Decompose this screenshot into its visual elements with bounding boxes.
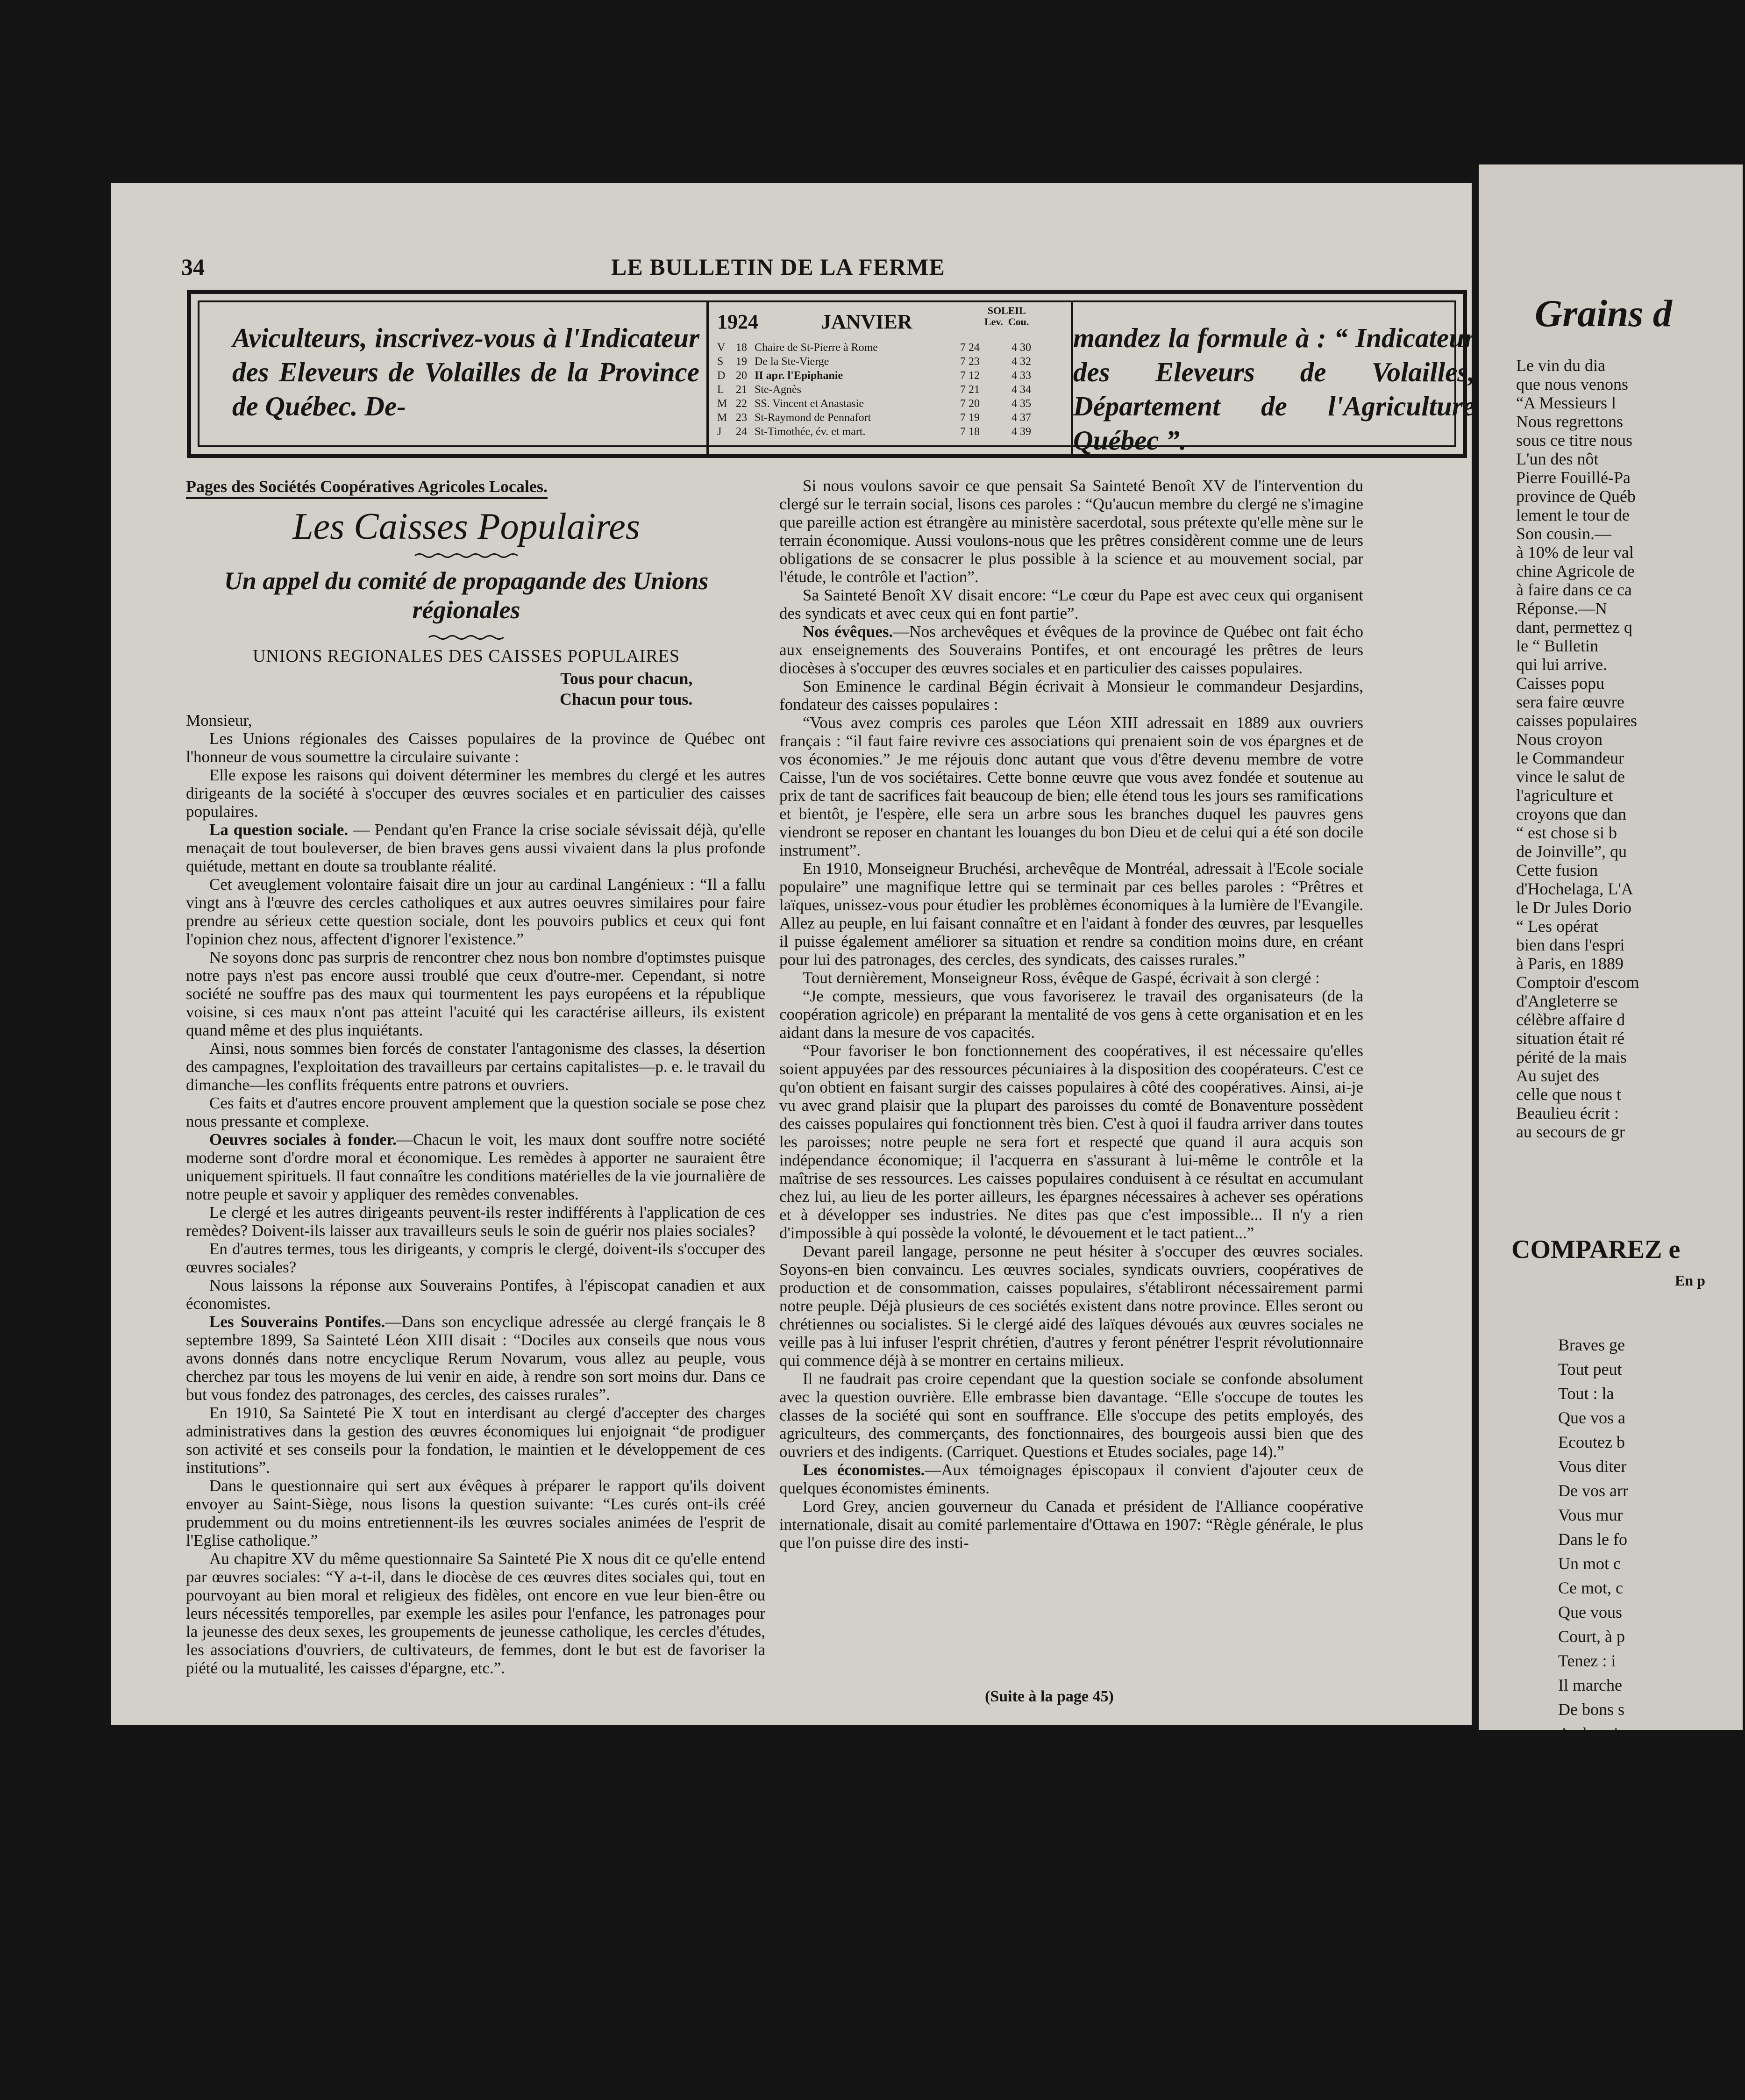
text-line: Son cousin.— bbox=[1516, 524, 1612, 543]
poem-line: Il monte bbox=[1558, 1894, 1615, 1913]
paragraph: En d'autres termes, tous les dirigeants, y compris le clergé, doivent-ils s'occuper des œuvres sociales? bbox=[186, 1240, 765, 1276]
paragraph: Les Unions régionales des Caisses populaires de la province de Québec ont l'honneur de vous soumettre la circulaire suivante : bbox=[186, 729, 765, 766]
row-sunset: 4 34 bbox=[1011, 384, 1031, 396]
calendar-row bbox=[717, 425, 1063, 439]
poem-line: Entre, arr bbox=[1558, 1919, 1622, 1937]
row-day: M bbox=[717, 398, 727, 410]
sun-times-header bbox=[984, 305, 1029, 328]
paragraph: Ainsi, nous sommes bien forcés de constater l'antagonisme des classes, la désertion des campagnes, l'exploitation des travailleurs par certains capitalistes—p. e. le travail du dimanche—les conflits fréquents entre patrons et ouvriers. bbox=[186, 1039, 765, 1094]
row-date: 22 bbox=[736, 398, 747, 410]
row-day: L bbox=[717, 384, 724, 396]
title-flourish bbox=[415, 552, 518, 559]
newspaper-page bbox=[111, 183, 1475, 1725]
section-head: Oeuvres sociales à fonder. bbox=[209, 1130, 397, 1149]
poem-line: Tout peut bbox=[1558, 1360, 1622, 1379]
row-date: 18 bbox=[736, 342, 747, 354]
row-sunset: 4 32 bbox=[1011, 356, 1031, 368]
paragraph: Son Eminence le cardinal Bégin écrivait à Monsieur le commandeur Desjardins, fondateur des caisses populaires : bbox=[779, 677, 1363, 714]
row-feast: De la Ste-Vierge bbox=[755, 356, 829, 368]
row-feast: Chaire de St-Pierre à Rome bbox=[755, 342, 878, 354]
paragraph-text: —Chacun le voit, les maux dont souffre notre société moderne sont d'ordre moral et économique. Les remèdes à apporter ne sauraient être uniquement spirituels. Il faut connaître les conditions matérielles de la vie journalière de notre peuple et savoir y appliquer des remèdes convenables. bbox=[186, 1130, 765, 1203]
row-date: 20 bbox=[736, 370, 747, 382]
text-line: “ est chose si b bbox=[1516, 823, 1617, 842]
paragraph: “Je compte, messieurs, que vous favoriserez le travail des organisateurs (de la coopération agricole) en préparant la mentalité de vos gens à cette organisation et en les aidant dans la mesure de vos capacités. bbox=[779, 987, 1363, 1042]
text-line: situation était ré bbox=[1516, 1029, 1624, 1048]
row-day: J bbox=[717, 426, 722, 438]
sunset-label: Cou. bbox=[1008, 316, 1029, 328]
text-line: “ Les opérat bbox=[1516, 917, 1598, 936]
paragraph: Lord Grey, ancien gouverneur du Canada et président de l'Alliance coopérative internationale, disait au comité parlementaire d'Ottawa en 1907: “Règle générale, le plus que l'on puisse dire des insti- bbox=[779, 1497, 1363, 1552]
poem-line: De vos arr bbox=[1558, 1481, 1628, 1500]
row-sunset: 4 37 bbox=[1011, 412, 1031, 424]
poem-line: Un mot c bbox=[1558, 1554, 1621, 1573]
row-sunrise: 7 19 bbox=[960, 412, 980, 424]
text-line: Nous regrettons bbox=[1516, 412, 1623, 431]
section-head: Les Souverains Pontifes. bbox=[209, 1313, 385, 1331]
paragraph: Ces faits et d'autres encore prouvent amplement que la question sociale se pose chez nous pressante et complexe. bbox=[186, 1094, 765, 1130]
poem-line: De bons s bbox=[1558, 1700, 1624, 1719]
calendar-rows bbox=[717, 341, 1063, 439]
section-head: Nos évêques. bbox=[803, 622, 893, 641]
calendar-row bbox=[717, 397, 1063, 411]
unions-heading: UNIONS REGIONALES DES CAISSES POPULAIRES bbox=[252, 646, 680, 666]
text-line: Pierre Fouillé-Pa bbox=[1516, 468, 1631, 487]
row-sunset: 4 39 bbox=[1011, 426, 1031, 438]
row-sunrise: 7 24 bbox=[960, 342, 980, 354]
poem-line: Vous diter bbox=[1558, 1457, 1627, 1476]
section-head: La question sociale. bbox=[209, 821, 349, 839]
article-column-1 bbox=[186, 711, 765, 1677]
motto-line-1: Tous pour chacun, bbox=[560, 669, 693, 688]
text-line: à Paris, en 1889 bbox=[1516, 954, 1624, 973]
salutation: Monsieur, bbox=[186, 711, 252, 729]
poem-line: Passe l'ea bbox=[1558, 1797, 1623, 1816]
calendar-row bbox=[717, 369, 1063, 383]
text-line: Cette fusion bbox=[1516, 861, 1598, 879]
row-sunset: 4 30 bbox=[1011, 342, 1031, 354]
row-day: S bbox=[717, 356, 724, 368]
calendar-row bbox=[717, 355, 1063, 369]
poem-line: Tout : la bbox=[1558, 1384, 1614, 1403]
text-line: caisses populaires bbox=[1516, 711, 1637, 730]
row-feast: Ste-Agnès bbox=[755, 384, 801, 396]
row-date: 23 bbox=[736, 412, 747, 424]
text-line: chine Agricole de bbox=[1516, 562, 1635, 580]
subtitle-flourish bbox=[429, 634, 504, 641]
text-line: Comptoir d'escom bbox=[1516, 973, 1639, 992]
paragraph-text: —Nos archevêques et évêques de la province de Québec ont fait écho aux enseignements des Souverains Pontifes, et ont encouragé les prêtres de leurs diocèses à s'occuper des œuvres sociales et en particulier des caisses populaires. bbox=[779, 622, 1363, 677]
text-line: L'un des nôt bbox=[1516, 450, 1599, 468]
paragraph bbox=[186, 1313, 765, 1404]
row-sunrise: 7 12 bbox=[960, 370, 980, 382]
row-sunrise: 7 18 bbox=[960, 426, 980, 438]
poem-line: Vous mur bbox=[1558, 1506, 1623, 1524]
text-line: périté de la mais bbox=[1516, 1048, 1627, 1066]
text-line: Réponse.—N bbox=[1516, 599, 1607, 618]
poem-line: Et c'est fr bbox=[1558, 1967, 1622, 1986]
paragraph bbox=[186, 1130, 765, 1203]
journal-title: LE BULLETIN DE LA FERME bbox=[611, 254, 945, 280]
row-day: M bbox=[717, 412, 727, 424]
poem-line: Il va tout bbox=[1558, 1821, 1619, 1840]
poem-line: Il suit le bbox=[1558, 1773, 1613, 1792]
row-sunset: 4 33 bbox=[1011, 370, 1031, 382]
advertisement-box bbox=[187, 290, 1475, 458]
facing-page-fragment bbox=[1479, 164, 1743, 1986]
paragraph: Au chapitre XV du même questionnaire Sa Sainteté Pie X nous dit ce qu'elle entend par œuvres sociales: “Y a-t-il, dans le diocèse de ces œuvres dites sociales qui, tout en pourvoyant au bien moral et religieux des fidèles, ont encore en vue leur bien-être ou leurs nécessités temporelles, par exemple les asiles pour l'enfance, les patronages pour la jeunesse des deux sexes, les groupements de jeunesse catholique, les cercles d'études, les associations d'ouvriers, de cultivateurs, de femmes, dont le but est de favoriser la piété ou la mutualité, les caisses d'épargne, etc.”. bbox=[186, 1550, 765, 1677]
motto-line-2: Chacun pour tous. bbox=[560, 690, 693, 708]
continued-note: (Suite à la page 45) bbox=[985, 1688, 1114, 1705]
paragraph: Le clergé et les autres dirigeants peuvent-ils rester indifférents à l'application de ces remèdes? Doivent-ils laisser aux travailleurs seuls le soin de guérir nos plaies sociales? bbox=[186, 1203, 765, 1240]
text-line: à 10% de leur val bbox=[1516, 543, 1634, 562]
section-rubric: Pages des Sociétés Coopératives Agricoles Locales. bbox=[186, 477, 548, 499]
calendar-row bbox=[717, 383, 1063, 397]
poem-line: Il sait le bbox=[1558, 1870, 1612, 1889]
text-line: que nous venons bbox=[1516, 375, 1628, 393]
row-sunrise: 7 23 bbox=[960, 356, 980, 368]
row-feast: St-Raymond de Pennafort bbox=[755, 412, 871, 424]
calendar-month: JANVIER bbox=[821, 310, 912, 333]
text-line: croyons que dan bbox=[1516, 805, 1626, 823]
text-line: qui lui arrive. bbox=[1516, 655, 1607, 674]
row-sunrise: 7 20 bbox=[960, 398, 980, 410]
poem-line: Il marche bbox=[1558, 1676, 1622, 1694]
compare-subheading: En p bbox=[1675, 1272, 1705, 1289]
text-line: province de Québ bbox=[1516, 487, 1636, 506]
article-column-2 bbox=[779, 477, 1363, 1552]
text-line: au secours de gr bbox=[1516, 1122, 1625, 1141]
row-day: D bbox=[717, 370, 726, 382]
row-date: 19 bbox=[736, 356, 747, 368]
ad-left-text: Aviculteurs, inscrivez-vous à l'Indicateur des Eleveurs de Volailles de la Province de Québec. De- bbox=[232, 322, 699, 421]
text-line: Caisses popu bbox=[1516, 674, 1604, 693]
poem-line: Tenez : i bbox=[1558, 1651, 1616, 1670]
paragraph: Si nous voulons savoir ce que pensait Sa Sainteté Benoît XV de l'intervention du clergé sur le terrain social, lisons ces paroles : “Qu'aucun membre du clergé ne s'imagine que pareille action est étrangère au ministère sacerdotal, sous prétexte qu'elle mène sur le terrain économique. Aussi voulons-nous que les prêtres considèrent comme une de leurs obligations de se consacrer le plus possible à la science et au mouvement social, par l'étude, le contrôle et l'action”. bbox=[779, 477, 1363, 586]
poem-line: Droit che bbox=[1558, 1846, 1621, 1864]
paragraph-text: — Pendant qu'en France la crise sociale sévissait déjà, qu'elle menaçait de tout bouleverser, de bien braves gens aussi vivaient dans la plus profonde quiétude, mettant en doute sa troublante réalité. bbox=[186, 821, 766, 875]
row-date: 24 bbox=[736, 426, 747, 438]
row-feast: II apr. l'Epiphanie bbox=[755, 370, 843, 382]
calendar-row bbox=[717, 411, 1063, 425]
paragraph: Cet aveuglement volontaire faisait dire un jour au cardinal Langénieux : “Il a fallu vingt ans à l'œuvre des cercles catholiques et aux autres oeuvres similaires pour faire prendre au sérieux cette question sociale, dont les pouvoirs publics et ceux qui font l'opinion chez nous, affectent d'ignorer l'existence.” bbox=[186, 875, 765, 948]
row-sunset: 4 35 bbox=[1011, 398, 1031, 410]
paragraph: “Vous avez compris ces paroles que Léon XIII adressait en 1889 aux ouvriers français : “il faut faire revivre ces associations qui prenaient soin de vos épargnes et de vos économies.” Je me réjouis donc autant que vous d'être devenu membre de votre Caisse, l'un de vos sociétaires. Cette bonne œuvre que vous avez fondée et soutenue au prix de tant de sacrifices fait beaucoup de bien; elle étend tous les jours ses ramifications et bientôt, je l'espère, elle sera un arbre sous les branches duquel les pauvres gens viendront se reposer en chantant les louanges du bon Dieu et de celui qui a été son docile instrument”. bbox=[779, 714, 1363, 859]
poem-line: Que vos a bbox=[1558, 1408, 1625, 1427]
paragraph: Devant pareil langage, personne ne peut hésiter à s'occuper des œuvres sociales. Soyons-en bien convaincu. Les œuvres sociales, syndicats ouvriers, coopératives de production et de consommation, caisses populaires, s'établiront nécessairement parmi notre peuple. Déjà plusieurs de ces sociétés existent dans notre province. Elles seront ou chrétiennes ou socialistes. Si le clergé aidé des laïques dévoués aux œuvres sociales ne veille pas à lui infuser l'esprit chrétien, d'autres y feront pénétrer l'esprit révolutionnaire qui commence déjà à se montrer en certains milieux. bbox=[779, 1242, 1363, 1370]
text-line: Nous croyon bbox=[1516, 730, 1603, 749]
sunrise-label: Lev. bbox=[984, 316, 1003, 328]
text-line: l'agriculture et bbox=[1516, 786, 1613, 805]
motto bbox=[560, 668, 692, 709]
text-line: le Commandeur bbox=[1516, 749, 1624, 767]
text-line: le Dr Jules Dorio bbox=[1516, 898, 1631, 917]
page-number: 34 bbox=[181, 254, 205, 280]
section-head: Les économistes. bbox=[803, 1461, 925, 1479]
poem-line: Au besoin bbox=[1558, 1724, 1627, 1743]
calendar-row bbox=[717, 341, 1063, 355]
poem-line: Ce mot, c bbox=[1558, 1579, 1623, 1597]
text-line: celle que nous t bbox=[1516, 1085, 1621, 1104]
paragraph: Nous laissons la réponse aux Souverains Pontifes, à l'épiscopat canadien et aux économistes. bbox=[186, 1276, 765, 1313]
text-line: sous ce titre nous bbox=[1516, 431, 1632, 450]
row-day: V bbox=[717, 342, 726, 354]
poem-line: Court, à p bbox=[1558, 1627, 1625, 1646]
paragraph bbox=[779, 622, 1363, 677]
paragraph-text: —Aux témoignages épiscopaux il convient d'ajouter ceux de quelques économistes éminents. bbox=[779, 1461, 1363, 1497]
poem-line: Braves ge bbox=[1558, 1336, 1625, 1354]
row-feast: St-Timothée, év. et mart. bbox=[755, 426, 866, 438]
text-line: “A Messieurs l bbox=[1516, 393, 1616, 412]
poem-line: Dit : Me bbox=[1558, 1943, 1615, 1962]
paragraph bbox=[186, 821, 765, 875]
text-line: d'Hochelaga, L'A bbox=[1516, 879, 1633, 898]
text-line: le “ Bulletin bbox=[1516, 636, 1598, 655]
paragraph: Sa Sainteté Benoît XV disait encore: “Le cœur du Pape est avec ceux qui organisent des syndicats et avec ceux qui en font partie”. bbox=[779, 586, 1363, 622]
text-line: lement le tour de bbox=[1516, 506, 1630, 524]
poem-line: Que vous bbox=[1558, 1603, 1622, 1621]
facing-page-poem bbox=[1558, 1333, 1745, 1989]
text-line: d'Angleterre se bbox=[1516, 992, 1618, 1010]
text-line: de Joinville”, qu bbox=[1516, 842, 1627, 861]
text-line: Beaulieu écrit : bbox=[1516, 1104, 1619, 1122]
paragraph: “Pour favoriser le bon fonctionnement des coopératives, il est nécessaire qu'elles soient appuyées par des ressources pécuniaires à la disposition des coopérateurs. C'est ce qu'on obtient en faisant surgir des caisses populaires à côté des coopératives. Ainsi, ai-je vu avec grand plaisir que la plupart des paroisses du comté de Bonaventure possèdent des caisses populaires qui fonctionnent très bien. C'est à quoi il faudra arriver dans toutes les paroisses; notre peuple ne sera fort et respecté que quand il aura acquis son indépendance économique; il l'acquerra en s'assurant à lui-même le contrôle et la maîtrise de ses ressources. Les caisses populaires conduisent à ce résultat en accumulant chez lui, au lieu de les porter ailleurs, les épargnes nécessaires à achever ses opérations et à développer ses industries. Ne dites pas que c'est impossible... Il n'y a rien d'impossible à qui possède la volonté, le dévouement et le tact patient...” bbox=[779, 1042, 1363, 1242]
text-line: à faire dans ce ca bbox=[1516, 580, 1632, 599]
paragraph: Dans le questionnaire qui sert aux évêques à préparer le rapport qu'ils doivent envoyer au Saint-Siège, nous lisons la question suivante: “Les curés ont-ils créé prudemment ou du moins entretiennent-ils les œuvres sociales animées de l'esprit de l'Eglise catholique.” bbox=[186, 1477, 765, 1550]
text-line: bien dans l'espri bbox=[1516, 936, 1625, 954]
facing-page-title: Grains d bbox=[1535, 292, 1672, 335]
poem-line: Dans le fo bbox=[1558, 1530, 1627, 1549]
article-title: Les Caisses Populaires bbox=[292, 506, 640, 547]
text-line: vince le salut de bbox=[1516, 767, 1625, 786]
row-date: 21 bbox=[736, 384, 747, 396]
facing-page-text bbox=[1516, 356, 1740, 1141]
row-feast: SS. Vincent et Anastasie bbox=[755, 398, 864, 410]
article-subtitle: Un appel du comité de propagande des Unions régionales bbox=[224, 567, 709, 624]
paragraph-text: —Dans son encyclique adressée au clergé français le 8 septembre 1899, Sa Sainteté Léon XIII disait : “Dociles aux conseils que nous vous avons donnés dans notre encyclique Rerum Novarum, vous allez au peuple, vous cherchez par tous les moyens de lui venir en aide, à rendre son sort moins dur. Dans ce but vous fondez des patronages, des cercles, des caisses rurales”. bbox=[186, 1313, 765, 1404]
text-line: dant, permettez q bbox=[1516, 618, 1632, 636]
almanac-calendar bbox=[706, 302, 1073, 454]
row-sunrise: 7 21 bbox=[960, 384, 980, 396]
text-line: sera faire œuvre bbox=[1516, 693, 1624, 711]
paragraph: Tout dernièrement, Monseigneur Ross, évêque de Gaspé, écrivait à son clergé : bbox=[803, 969, 1320, 987]
compare-heading: COMPAREZ e bbox=[1511, 1235, 1681, 1264]
sun-label: SOLEIL bbox=[987, 305, 1026, 316]
ad-right-text: mandez la formule à : “ Indicateur des Eleveurs de Volailles, Département de l'Agriculture Québec ”. bbox=[1073, 322, 1475, 456]
paragraph bbox=[779, 1461, 1363, 1497]
text-line: célèbre affaire d bbox=[1516, 1010, 1625, 1029]
poem-line: Ecoutez b bbox=[1558, 1433, 1625, 1451]
calendar-year: 1924 bbox=[717, 310, 758, 333]
advertisement-inner-border bbox=[198, 300, 1475, 456]
paragraph: En 1910, Sa Sainteté Pie X tout en interdisant au clergé d'accepter des charges administratives dans la gestion des œuvres économiques lui enjoignait “de prodiguer son activité et ses conseils pour la fondation, le maintien et le développement de ces institutions”. bbox=[186, 1404, 765, 1477]
paragraph: Il ne faudrait pas croire cependant que la question sociale se confonde absolument avec la question ouvrière. Elle embrasse bien davantage. “Elle s'occupe de toutes les classes de la société qui sont en souffrance. Elle s'occupe des petits employés, des agriculteurs, des commerçants, des fonctionnaires, des bourgeois aussi bien que des ouvriers et des indigents. (Carriquet. Questions et Etudes sociales, page 14).” bbox=[779, 1370, 1363, 1461]
paragraph: Ne soyons donc pas surpris de rencontrer chez nous bon nombre d'optimstes puisque notre pays n'est pas encore aussi troublé que ceux d'outre-mer. Cependant, si notre société ne souffre pas des maux qui tourmentent les pays européens et la république voisine, si ces maux n'ont pas atteint l'acuité qui les caractérise ailleurs, ils existent quand même et des plus inquiétants. bbox=[186, 948, 765, 1039]
text-line: Au sujet des bbox=[1516, 1066, 1599, 1085]
paragraph: Elle expose les raisons qui doivent déterminer les membres du clergé et les autres dirigeants de la société à s'occuper des œuvres sociales et en particulier des caisses populaires. bbox=[186, 766, 765, 821]
text-line: Le vin du dia bbox=[1516, 356, 1605, 375]
poem-line: Il vous é bbox=[1558, 1749, 1616, 1767]
paragraph: En 1910, Monseigneur Bruchési, archevêque de Montréal, adressait à l'Ecole sociale populaire” une magnifique lettre qui se terminait par ces belles paroles : “Prêtres et laïques, unissez-vous pour étudier les problèmes économiques à la lumière de l'Evangile. Allez au peuple, en lui faisant connaître et en l'aidant à fonder des œuvres, par lesquelles il puisse également améliorer sa situation et rendre sa condition moins dure, en créant pour lui des patronages, des cercles, des syndicats, des caisses rurales.” bbox=[779, 859, 1363, 969]
